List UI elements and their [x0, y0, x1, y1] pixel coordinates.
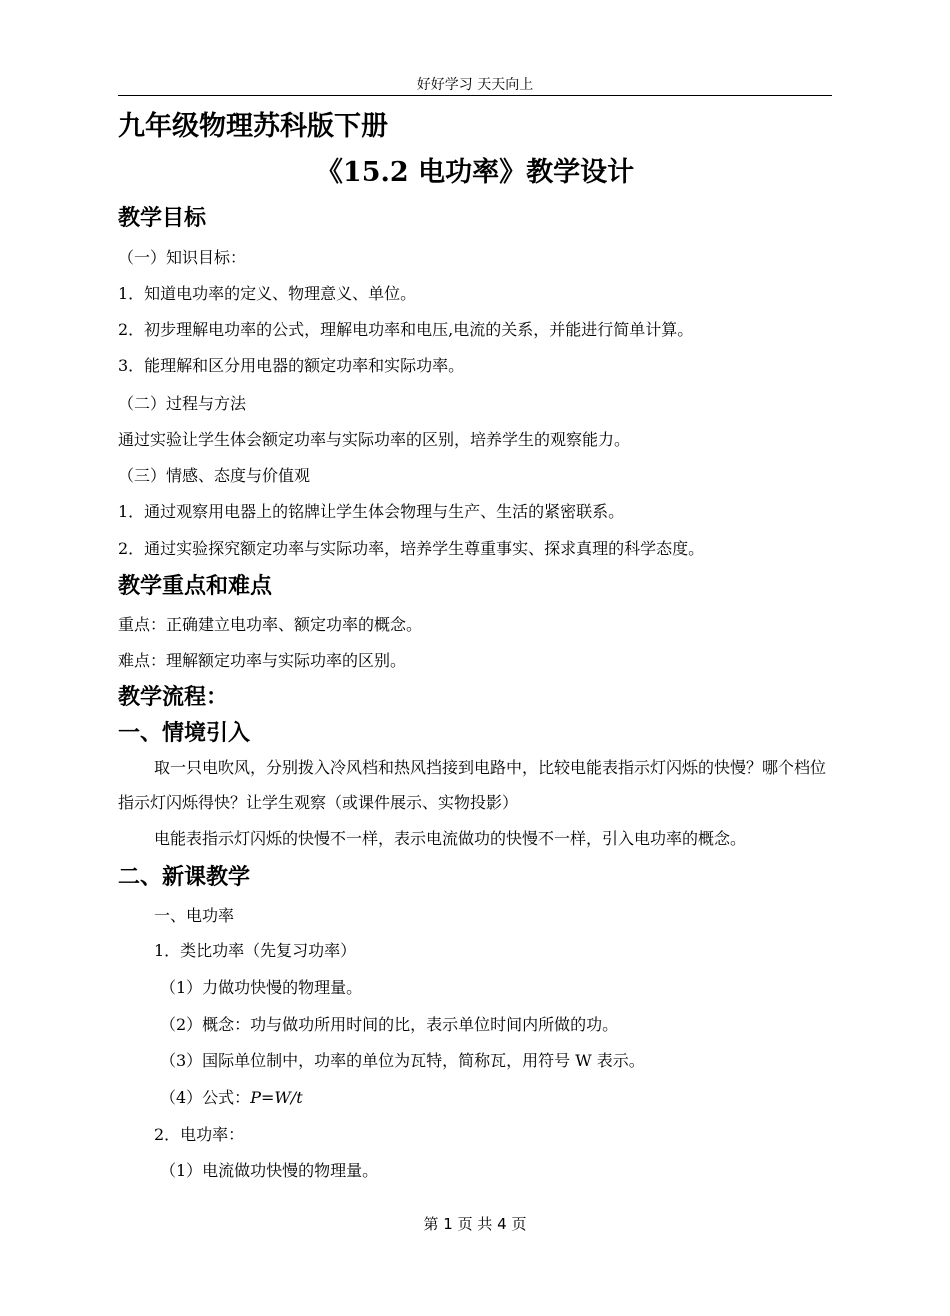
list-item: 2．电功率： — [154, 1125, 245, 1144]
document-title: 九年级物理苏科版下册 — [118, 111, 388, 142]
page-footer: 第 1 页 共 4 页 — [423, 1215, 527, 1233]
process-goal-label: （二）过程与方法 — [118, 394, 247, 413]
emotion-goal-label: （三）情感、态度与价值观 — [118, 466, 311, 485]
emotion-item: 1．通过观察用电器上的铭牌让学生体会物理与生产、生活的紧密联系。 — [118, 502, 625, 521]
list-item: 1．类比功率（先复习功率） — [154, 941, 357, 960]
page-header: 好好学习 天天向上 — [416, 77, 534, 93]
process-goal-text: 通过实验让学生体会额定功率与实际功率的区别，培养学生的观察能力。 — [118, 430, 631, 449]
list-item: （1）力做功快慢的物理量。 — [160, 978, 363, 997]
document-subtitle: 《15.2 电功率》教学设计 — [315, 157, 635, 188]
formula-line — [160, 1085, 303, 1108]
intro-paragraph: 电能表指示灯闪烁的快慢不一样，表示电流做功的快慢不一样，引入电功率的概念。 — [154, 829, 747, 848]
emotion-item: 2．通过实验探究额定功率与实际功率，培养学生尊重事实、探求真理的科学态度。 — [118, 539, 705, 558]
list-item: （3）国际单位制中，功率的单位为瓦特，简称瓦，用符号 W 表示。 — [160, 1051, 645, 1070]
intro-heading: 一、情境引入 — [118, 720, 251, 746]
knowledge-item: 1．知道电功率的定义、物理意义、单位。 — [118, 284, 417, 303]
goals-heading: 教学目标 — [118, 205, 207, 231]
process-heading: 教学流程： — [118, 684, 229, 710]
knowledge-item: 2．初步理解电功率的公式，理解电功率和电压,电流的关系，并能进行简单计算。 — [118, 320, 694, 339]
subsection-title: 一、电功率 — [154, 906, 235, 925]
formula-label: （4）公式： — [160, 1088, 251, 1107]
knowledge-item: 3．能理解和区分用电器的额定功率和实际功率。 — [118, 356, 465, 375]
list-item: （1）电流做功快慢的物理量。 — [160, 1161, 379, 1180]
formula: P=W/t — [250, 1088, 303, 1107]
new-lesson-heading: 二、新课教学 — [118, 864, 251, 890]
intro-paragraph: 取一只电吹风，分别拨入冷风档和热风挡接到电路中，比较电能表指示灯闪烁的快慢？哪个档位指示灯闪烁得快？让学生观察（或课件展示、实物投影） — [118, 758, 827, 812]
list-item: （2）概念：功与做功所用时间的比，表示单位时间内所做的功。 — [160, 1015, 619, 1034]
difficulty-text: 难点：理解额定功率与实际功率的区别。 — [118, 651, 407, 670]
focus-text: 重点：正确建立电功率、额定功率的概念。 — [118, 615, 423, 634]
header-divider — [118, 95, 832, 96]
knowledge-goal-label: （一）知识目标： — [118, 248, 247, 267]
key-points-heading: 教学重点和难点 — [118, 573, 273, 599]
